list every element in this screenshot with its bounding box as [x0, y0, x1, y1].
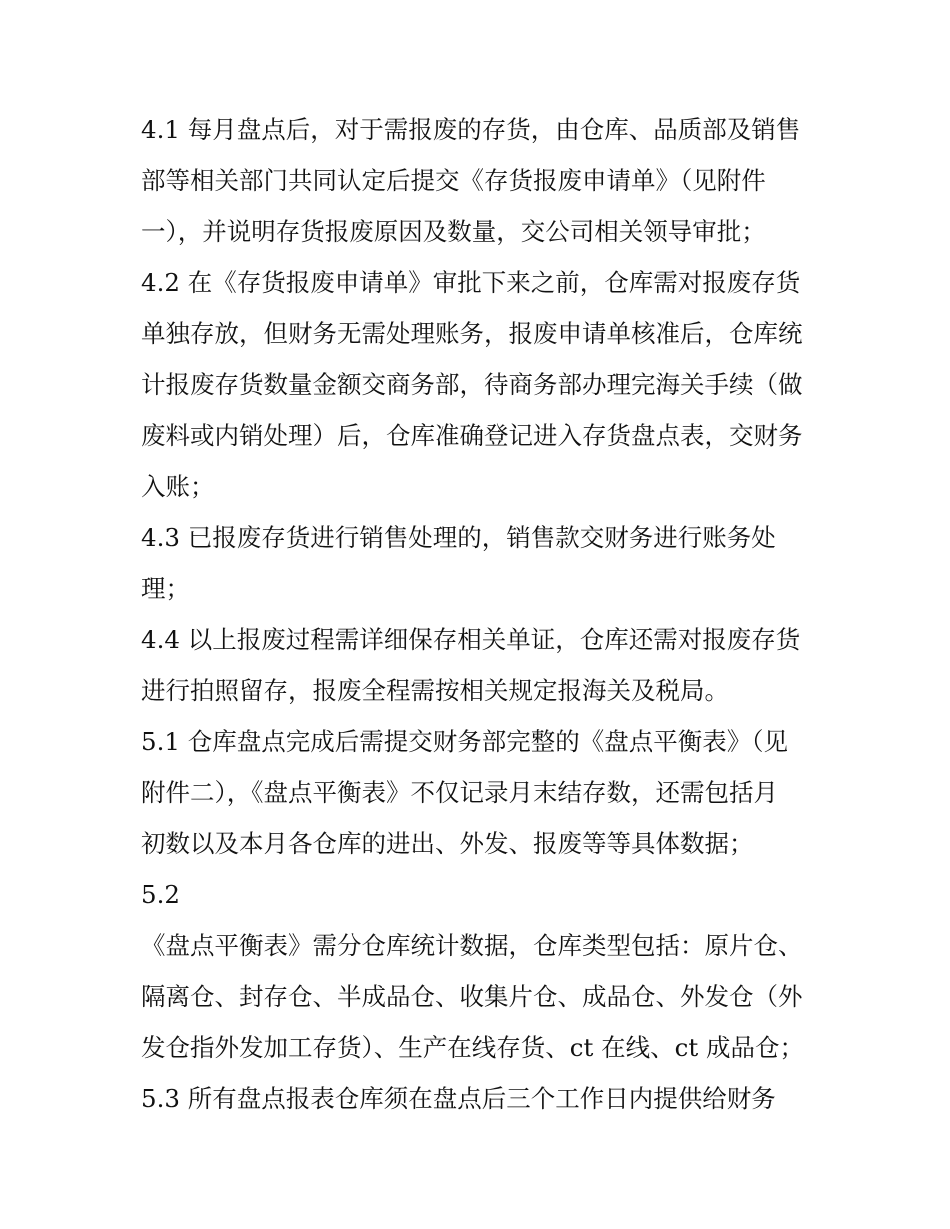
text-line: 计报废存货数量金额交商务部，待商务部办理完海关手续（做: [141, 370, 803, 399]
text-line: 4.3 已报废存货进行销售处理的，销售款交财务进行账务处: [141, 523, 776, 552]
text-line: 理；: [141, 574, 190, 603]
text-line: 附件二），《盘点平衡表》不仅记录月末结存数，还需包括月: [141, 778, 778, 807]
text-line: 隔离仓、封存仓、半成品仓、收集片仓、成品仓、外发仓（外: [141, 982, 803, 1011]
text-line: 一），并说明存货报废原因及数量，交公司相关领导审批；: [141, 217, 766, 246]
text-line: 4.4 以上报废过程需详细保存相关单证，仓库还需对报废存货: [141, 625, 801, 654]
text-line: 初数以及本月各仓库的进出、外发、报废等等具体数据；: [141, 829, 754, 858]
text-line: 5.3 所有盘点报表仓库须在盘点后三个工作日内提供给财务: [141, 1084, 776, 1113]
document-body: [141, 104, 821, 1124]
text-line: 4.2 在《存货报废申请单》审批下来之前，仓库需对报废存货: [141, 268, 801, 297]
text-line: 5.2: [141, 880, 180, 909]
text-line: 5.1 仓库盘点完成后需提交财务部完整的《盘点平衡表》（见: [141, 727, 788, 756]
text-line: 部等相关部门共同认定后提交《存货报废申请单》（见附件: [141, 166, 766, 195]
text-line: 4.1 每月盘点后，对于需报废的存货，由仓库、品质部及销售: [141, 115, 801, 144]
text-line: 单独存放，但财务无需处理账务，报废申请单核准后，仓库统: [141, 319, 803, 348]
text-line: 发仓指外发加工存货）、生产在线存货、ct 在线、ct 成品仓；: [141, 1033, 804, 1062]
text-line: 废料或内销处理）后，仓库准确登记进入存货盘点表，交财务: [141, 421, 803, 450]
text-line: 《盘点平衡表》需分仓库统计数据，仓库类型包括：原片仓、: [141, 931, 803, 960]
text-line: 入账；: [141, 472, 215, 501]
text-line: 进行拍照留存，报废全程需按相关规定报海关及税局。: [141, 676, 729, 705]
